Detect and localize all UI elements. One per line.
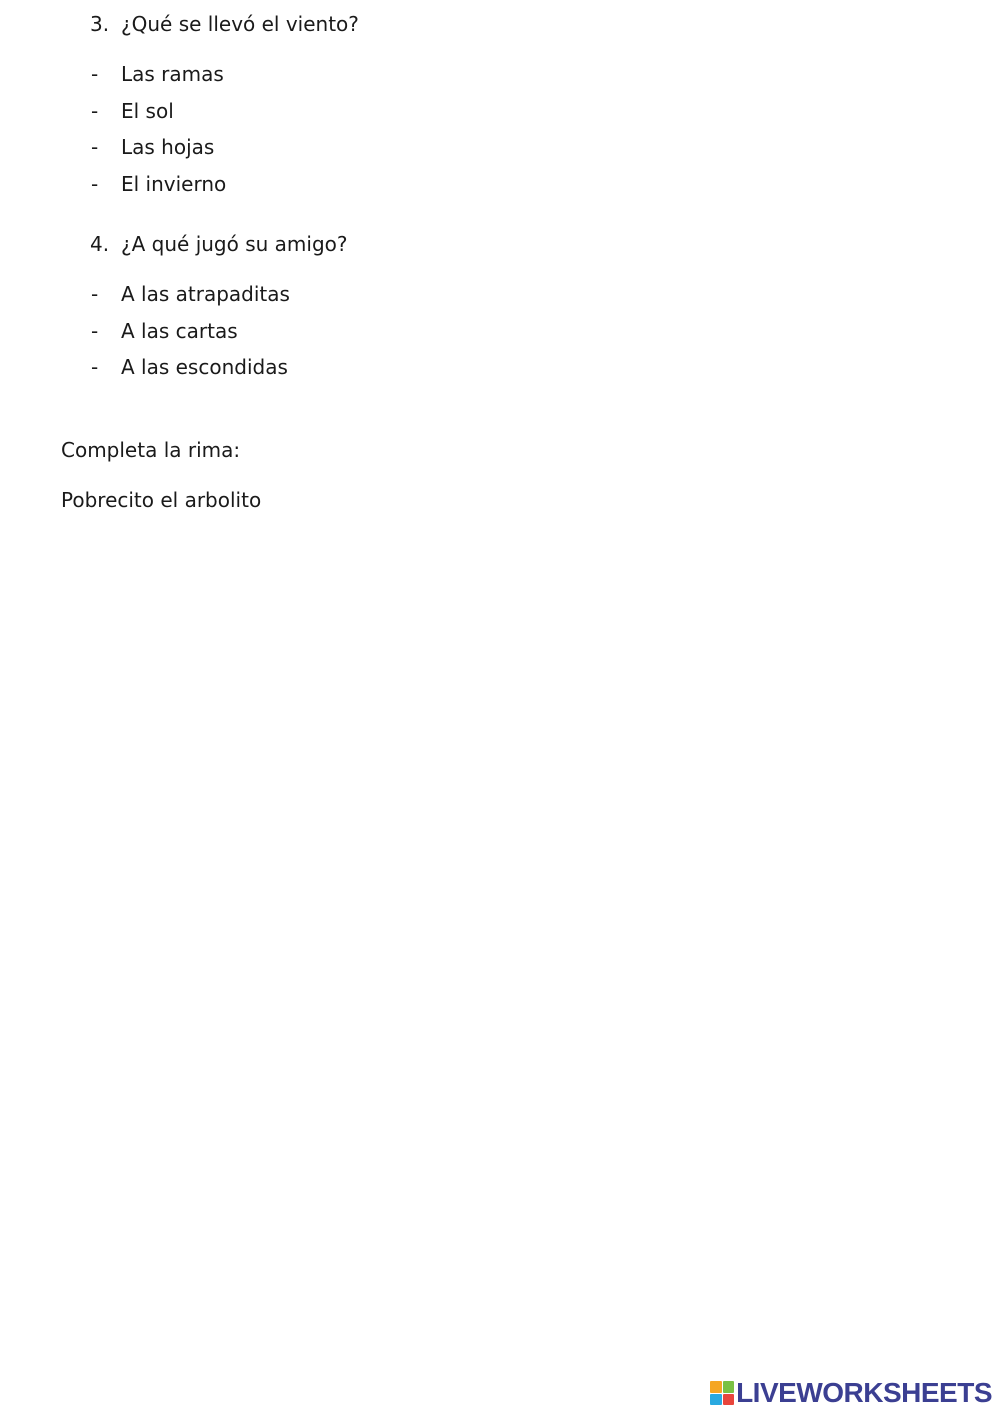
logo-square xyxy=(710,1394,722,1406)
question-number: 4. xyxy=(90,232,110,256)
brand-name: LIVEWORKSHEETS xyxy=(736,1377,992,1408)
option-label: Las hojas xyxy=(121,135,215,159)
option-label: A las cartas xyxy=(121,319,238,343)
logo-square xyxy=(723,1394,735,1406)
logo-square xyxy=(710,1381,722,1393)
question-text: ¿A qué jugó su amigo? xyxy=(121,232,348,256)
rhyme-line: Pobrecito el arbolito xyxy=(61,488,262,512)
option-label: El invierno xyxy=(121,172,227,196)
dash-bullet: - xyxy=(91,355,99,379)
liveworksheets-brand xyxy=(710,1379,992,1407)
rhyme-instruction: Completa la rima: xyxy=(61,438,241,462)
dash-bullet: - xyxy=(91,319,99,343)
dash-bullet: - xyxy=(91,99,99,123)
dash-bullet: - xyxy=(91,172,99,196)
option-label: El sol xyxy=(121,99,174,123)
question-text: ¿Qué se llevó el viento? xyxy=(121,12,359,36)
option-label: Las ramas xyxy=(121,62,224,86)
logo-square xyxy=(723,1381,735,1393)
liveworksheets-logo-icon xyxy=(710,1381,734,1405)
dash-bullet: - xyxy=(91,282,99,306)
dash-bullet: - xyxy=(91,62,99,86)
question-number: 3. xyxy=(90,12,110,36)
option-label: A las atrapaditas xyxy=(121,282,290,306)
dash-bullet: - xyxy=(91,135,99,159)
option-label: A las escondidas xyxy=(121,355,288,379)
